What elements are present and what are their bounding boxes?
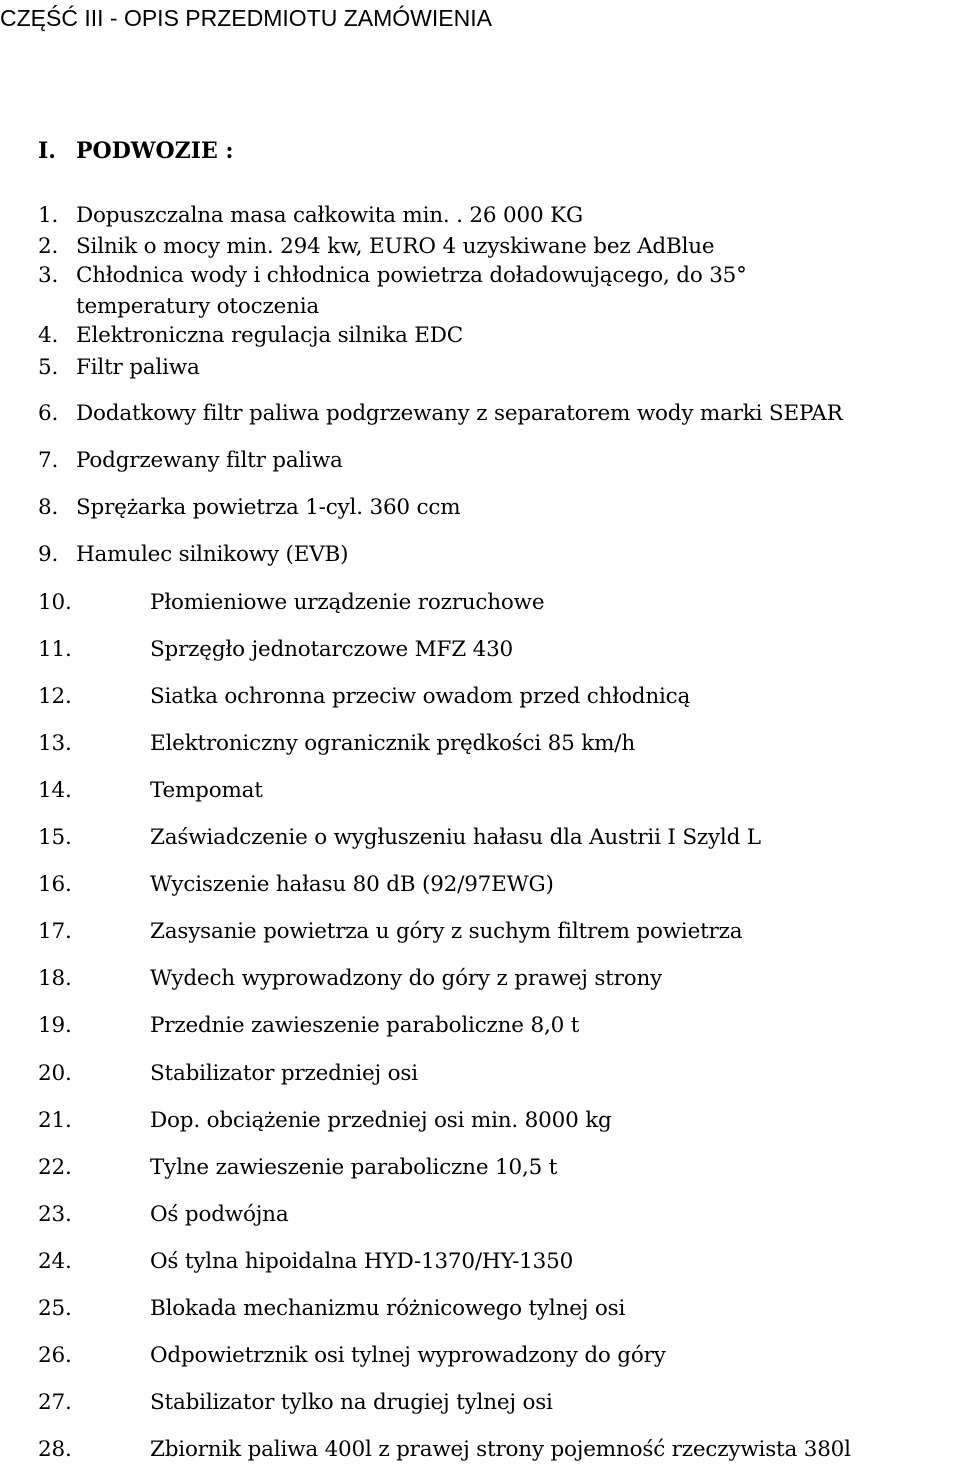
item-number: 23. [38,1202,72,1227]
item-number: 3. [38,263,59,288]
item-number: 18. [38,966,72,991]
item-text: Elektroniczny ogranicznik prędkości 85 km/h [150,731,635,756]
item-number: 16. [38,872,72,897]
item-text: Oś podwójna [150,1202,289,1227]
item-text: Oś tylna hipoidalna HYD-1370/HY-1350 [150,1249,574,1274]
section-title: PODWOZIE : [76,138,234,164]
item-number: 12. [38,684,72,709]
item-text: Elektroniczna regulacja silnika EDC [76,323,464,348]
item-number: 25. [38,1296,72,1321]
item-number: 1. [38,203,59,228]
item-number: 8. [38,495,59,520]
item-text: Stabilizator tylko na drugiej tylnej osi [150,1390,553,1415]
item-text: Płomieniowe urządzenie rozruchowe [150,590,545,615]
item-number: 11. [38,637,72,662]
item-text: Podgrzewany filtr paliwa [76,448,343,473]
item-text: Zasysanie powietrza u góry z suchym filtrem powietrza [150,919,743,944]
item-text: Zbiornik paliwa 400l z prawej strony pojemność rzeczywista 380l [150,1437,851,1462]
item-text: Siatka ochronna przeciw owadom przed chłodnicą [150,684,691,709]
item-number: 6. [38,401,59,426]
item-text: Sprężarka powietrza 1-cyl. 360 ccm [76,495,461,520]
item-number: 13. [38,731,72,756]
item-number: 17. [38,919,72,944]
item-number: 27. [38,1390,72,1415]
item-number: 24. [38,1249,72,1274]
item-number: 9. [38,542,59,567]
item-number: 20. [38,1061,72,1086]
item-number: 26. [38,1343,72,1368]
section-heading [38,137,234,165]
item-text-continuation: temperatury otoczenia [76,294,320,319]
item-text: Stabilizator przedniej osi [150,1061,418,1086]
item-number: 4. [38,323,59,348]
item-text: Chłodnica wody i chłodnica powietrza doładowującego, do 35° [76,263,747,288]
item-text: Dop. obciążenie przedniej osi min. 8000 kg [150,1108,612,1133]
item-number: 2. [38,234,59,259]
item-number: 10. [38,590,72,615]
item-number: 28. [38,1437,72,1462]
item-text: Odpowietrznik osi tylnej wyprowadzony do góry [150,1343,666,1368]
item-number: 14. [38,778,72,803]
item-text: Silnik o mocy min. 294 kw, EURO 4 uzyskiwane bez AdBlue [76,234,715,259]
item-text: Filtr paliwa [76,355,200,380]
item-number: 21. [38,1108,72,1133]
item-number: 7. [38,448,59,473]
item-number: 5. [38,355,59,380]
item-number: 15. [38,825,72,850]
item-text: Tylne zawieszenie paraboliczne 10,5 t [150,1155,558,1180]
item-text: Blokada mechanizmu różnicowego tylnej osi [150,1296,626,1321]
item-number: 22. [38,1155,72,1180]
item-text: Sprzęgło jednotarczowe MFZ 430 [150,637,514,662]
item-text: Tempomat [150,778,263,803]
section-number: I. [38,138,56,164]
item-text: Hamulec silnikowy (EVB) [76,542,349,567]
item-text: Wyciszenie hałasu 80 dB (92/97EWG) [150,872,554,897]
document-header: CZĘŚĆ III - OPIS PRZEDMIOTU ZAMÓWIENIA [0,5,492,31]
item-text: Dopuszczalna masa całkowita min. . 26 000 KG [76,203,583,228]
item-text: Zaświadczenie o wygłuszeniu hałasu dla Austrii I Szyld L [150,825,761,850]
item-number: 19. [38,1013,72,1038]
item-text: Dodatkowy filtr paliwa podgrzewany z separatorem wody marki SEPAR [76,401,843,426]
item-text: Przednie zawieszenie paraboliczne 8,0 t [150,1013,580,1038]
item-text: Wydech wyprowadzony do góry z prawej strony [150,966,663,991]
